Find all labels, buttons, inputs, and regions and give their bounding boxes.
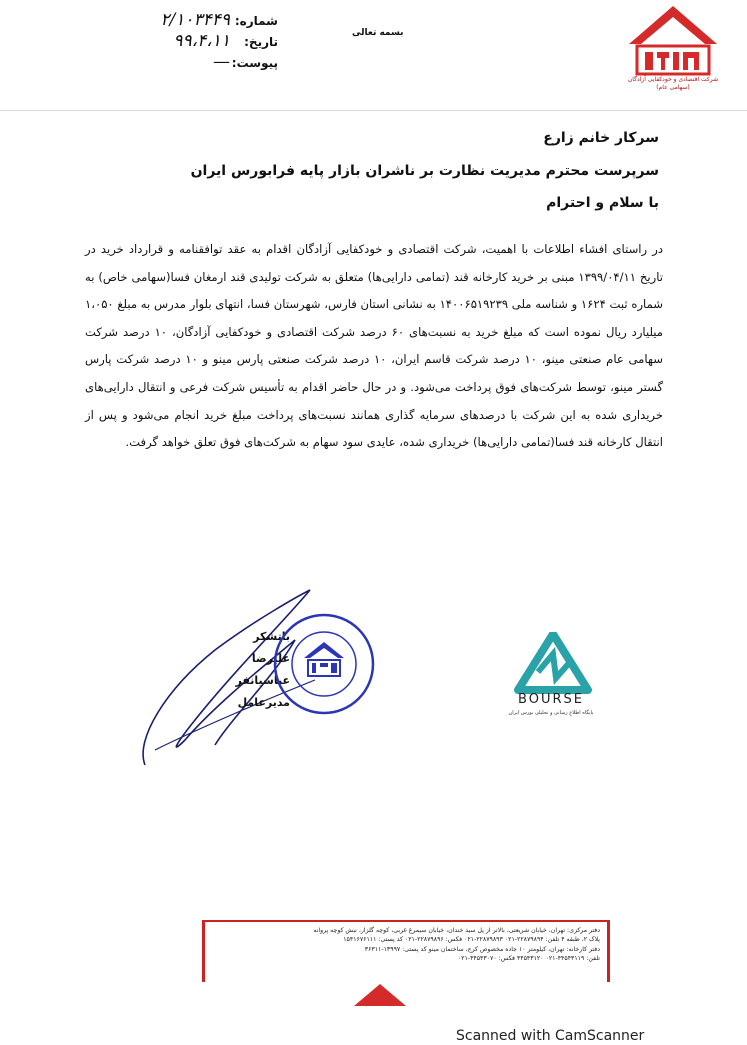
bismillah-heading: بسمه تعالی [352,28,404,38]
footer-line-2: پلاک ۲، طبقه ۴ تلفن: ۲۲۸۷۹۸۹۴-۰۲۱ ۲۲۸۷۹۸۹۳-۰۲۱ فکس: ۲۲۸۷۹۸۹۶-۰۲۱ کد پستی: ۱۵۴۱۶۷۶۱۱۱ [343,936,600,944]
letter-body: در راستای افشاء اطلاعات با اهمیت، شرکت اقتصادی و خودکفایی آزادگان اقدام به عقد توافقنامه و قرارداد خرید در تاریخ ۱۳۹۹/۰۴/۱۱ مبنی بر خرید کارخانه قند (تمامی دارایی‌ها) متعلق به شرکت تولیدی قند ارمغان فسا(سهامی خاص) به شماره ثبت ۱۶۲۴ و شناسه ملی ۱۴۰۰۶۵۱۹۲۳۹ به نشانی استان فارس، شهرستان فسا، انتهای بلوار مدرس به مبلغ ۱،۰۵۰ میلیارد ریال نموده است که مبلغ خرید به نسبت‌های ۶۰ درصد شرکت اقتصادی و خودکفایی آزادگان، ۱۰ درصد شرکت سهامی عام صنعتی مینو، ۱۰ درصد شرکت قاسم ایران، ۱۰ درصد شرکت صنعتی پارس مینو و ۱۰ درصد شرکت پارس گستر مینو، توسط شرکت‌های فوق پرداخت می‌شود. و در حال حاضر اقدام به تأسیس شرکت فرعی و انتقال دارایی‌های خریداری شده به این شرکت با درصدهای سرمایه گذاری همانند نسبت‌های پرداخت مبلغ خرید انجام می‌شود و پس از انتقال کارخانه قند فسا(تمامی دارایی‌ها) خریداری شده، عایدی سود سهام به شرکت‌های فوق تعلق خواهد گرفت. [85,242,664,450]
company-name-caption: شرکت اقتصادی و خودکفایی آزادگان (سهامی عام) [627,76,719,91]
footer-line-3: دفتر کارخانه: تهران، کیلومتر ۱۰ جاده مخصوص کرج، ساختمان مینو کد پستی: ۱۳۹۹۷-۳۶۳۱۱ [364,945,600,953]
camscanner-watermark: Scanned with CamScanner [456,1028,645,1044]
footer-line-4: تلفن: ۴۴۵۴۳۱۱۹-۰۲۱ ۴۴۵۴۳۱۲۰ فکس: ۴۴۵۴۳۰۷۰-۰۲۱ [457,955,600,963]
number-label: شماره: [234,14,278,28]
signature-thanks: باتشکر [253,630,290,643]
greeting: با سلام و احترام [546,195,659,211]
header-divider [0,110,747,111]
number-row [118,10,278,31]
signature-title: مدیرعامل [237,696,290,709]
date-label: تاریخ: [244,35,278,49]
footer-line-1: دفتر مرکزی: تهران، خیابان شریعتی، بالاتر از پل سید خندان، خیابان سیمرغ غربی، کوچه گلزار، نبش کوچه پروانه [313,927,600,934]
footer-triangle-icon [352,982,408,1006]
bourse-subtitle: پایگاه اطلاع رسانی و تحلیلی بورس ایران [508,710,594,716]
attachment-label: پیوست: [231,56,278,70]
bourse-title: BOURSE [518,692,584,707]
letter-meta [118,10,278,73]
addressee-title: سرپرست محترم مدیریت نظارت بر ناشران بازار پایه فرابورس ایران [190,163,659,179]
date-value: ۹۹،۴،۱۱ [173,31,230,51]
number-value: ۲/۱۰۳۴۴۹ [160,10,230,30]
attachment-row [118,52,278,73]
attachment-value: — [213,52,230,72]
signature-name: علیرضا عباسیانفر [235,652,290,687]
company-stamp [272,612,376,716]
date-row [118,31,278,52]
footer-address [212,926,600,964]
addressee-name: سرکار خانم زارع [543,130,659,146]
